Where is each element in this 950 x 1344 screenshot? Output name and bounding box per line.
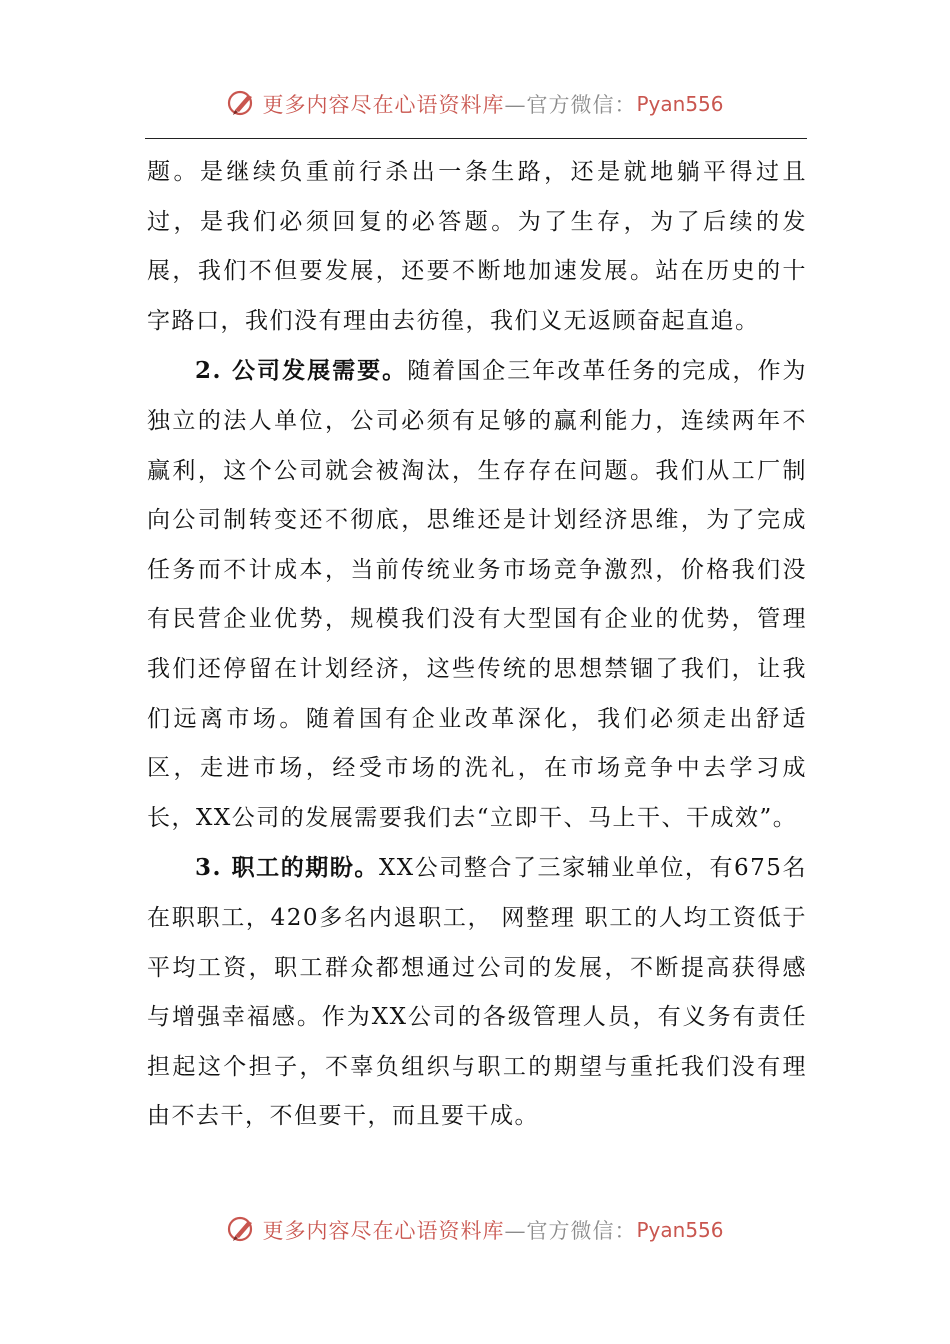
header-divider (145, 138, 807, 139)
paragraph-text: XX公司整合了三家辅业单位，有675名在职职工，420多名内退职工， 网整理 职工的人均工资低于平均工资，职工群众都想通过公司的发展，不断提高获得感与增强幸福感。作为XX公司的各级管理人员，有义务有责任担起这个担子，不辜负组织与职工的期望与重托我们没有理由不去干，不但要干，而且要干成。 (147, 855, 807, 1130)
paragraph-continuation (147, 148, 807, 346)
document-body (147, 148, 807, 1142)
watermark-wechat-id: Pyan556 (636, 1218, 724, 1242)
page-footer-watermark (0, 1210, 950, 1250)
page-header-watermark (0, 84, 950, 124)
watermark-separator: —官方微信： (504, 1219, 637, 1243)
watermark-wechat-id: Pyan556 (636, 92, 724, 116)
paragraph-text: 题。是继续负重前行杀出一条生路，还是就地躺平得过且过，是我们必须回复的必答题。为了生存，为了后续的发展，我们不但要发展，还要不断地加速发展。站在历史的十字路口，我们没有理由去彷徨，我们义无返顾奋起直追。 (147, 159, 807, 334)
watermark-text: 更多内容尽在心语资料库 (262, 93, 505, 117)
paragraph-text: 随着国企三年改革任务的完成，作为独立的法人单位，公司必须有足够的赢利能力，连续两年不赢利，这个公司就会被淘汰，生存存在问题。我们从工厂制向公司制转变还不彻底，思维还是计划经济思维，为了完成任务而不计成本，当前传统业务市场竞争激烈，价格我们没有民营企业优势，规模我们没有大型国有企业的优势，管理我们还停留在计划经济，这些传统的思想禁锢了我们，让我们远离市场。随着国有企业改革深化，我们必须走出舒适区，走进市场，经受市场的洗礼，在市场竞争中去学习成长，XX公司的发展需要我们去“立即干、马上干、干成效”。 (147, 358, 807, 831)
watermark-text: 更多内容尽在心语资料库 (262, 1219, 505, 1243)
paragraph-heading: 2. 公司发展需要。 (195, 357, 408, 385)
watermark (226, 1214, 723, 1246)
watermark (226, 88, 723, 120)
pen-logo-icon (226, 88, 258, 120)
pen-logo-icon (226, 1214, 258, 1246)
paragraph-employee-expectations (147, 843, 807, 1142)
watermark-separator: —官方微信： (504, 93, 637, 117)
paragraph-heading: 3. 职工的期盼。 (195, 854, 379, 882)
paragraph-company-development (147, 346, 807, 843)
